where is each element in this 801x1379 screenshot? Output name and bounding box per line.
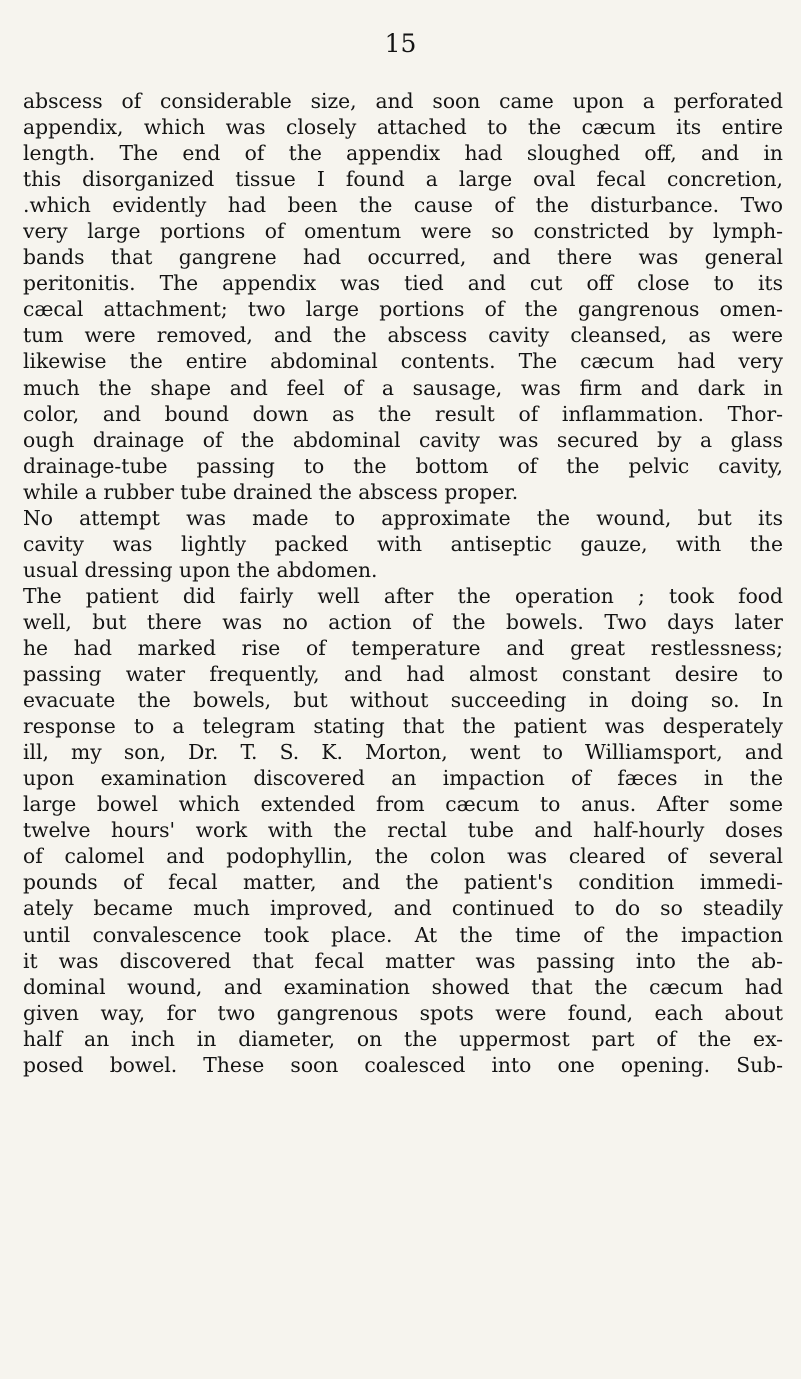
text-line: peritonitis. The appendix was tied and cut off close to its [23, 271, 783, 296]
text-line: while a rubber tube drained the abscess proper. [23, 479, 519, 504]
text-line: cavity was lightly packed with antiseptic gauze, with the [23, 531, 783, 556]
text-line: abscess of considerable size, and soon came upon a perforated [23, 89, 783, 113]
text-line: very large portions of omentum were so constricted by lymph- [23, 219, 783, 244]
text-line: twelve hours' work with the rectal tube and half-hourly doses [23, 818, 783, 843]
text-line: this disorganized tissue I found a large oval fecal concretion, [23, 167, 783, 192]
text-line: response to a telegram stating that the patient was desperately [23, 714, 783, 739]
page-number: 15 [384, 29, 417, 58]
text-line: ough drainage of the abdominal cavity was secured by a glass [23, 427, 783, 452]
text-line: .which evidently had been the cause of the disturbance. Two [23, 193, 783, 218]
text-line: given way, for two gangrenous spots were found, each about [23, 1000, 783, 1025]
text-line: appendix, which was closely attached to the cæcum its entire [23, 115, 783, 140]
text-line: upon examination discovered an impaction of fæces in the [23, 766, 783, 791]
text-line: bands that gangrene had occurred, and there was general [23, 245, 783, 270]
text-line: until convalescence took place. At the time of the impaction [23, 922, 783, 947]
body-text [23, 88, 783, 1078]
text-line: evacuate the bowels, but without succeeding in doing so. In [23, 688, 783, 713]
text-line: The patient did fairly well after the operation ; took food [23, 583, 783, 608]
text-line: drainage-tube passing to the bottom of the pelvic cavity, [23, 453, 783, 478]
text-line: No attempt was made to approximate the wound, but its [23, 505, 783, 530]
text-line: posed bowel. These soon coalesced into one opening. Sub- [23, 1052, 783, 1077]
text-line: pounds of fecal matter, and the patient's condition immedi- [23, 870, 783, 895]
text-line: likewise the entire abdominal contents. The cæcum had very [23, 349, 783, 374]
text-line: of calomel and podophyllin, the colon was cleared of several [23, 844, 783, 869]
text-line: large bowel which extended from cæcum to anus. After some [23, 792, 783, 817]
text-line: half an inch in diameter, on the uppermost part of the ex- [23, 1026, 783, 1051]
text-line: passing water frequently, and had almost constant desire to [23, 662, 783, 687]
text-line: color, and bound down as the result of inflammation. Thor- [23, 401, 783, 426]
text-line: ately became much improved, and continued to do so steadily [23, 896, 783, 921]
text-line: usual dressing upon the abdomen. [23, 557, 378, 582]
text-line: dominal wound, and examination showed that the cæcum had [23, 974, 783, 999]
text-line: length. The end of the appendix had sloughed off, and in [23, 141, 783, 166]
text-line: much the shape and feel of a sausage, was firm and dark in [23, 375, 783, 400]
text-line: well, but there was no action of the bowels. Two days later [23, 609, 783, 634]
text-line: ill, my son, Dr. T. S. K. Morton, went to Williamsport, and [23, 740, 783, 765]
text-line: cæcal attachment; two large portions of the gangrenous omen- [23, 297, 783, 322]
text-line: he had marked rise of temperature and great restlessness; [23, 635, 783, 660]
text-line: it was discovered that fecal matter was passing into the ab- [23, 948, 783, 973]
text-line: tum were removed, and the abscess cavity cleansed, as were [23, 323, 783, 348]
